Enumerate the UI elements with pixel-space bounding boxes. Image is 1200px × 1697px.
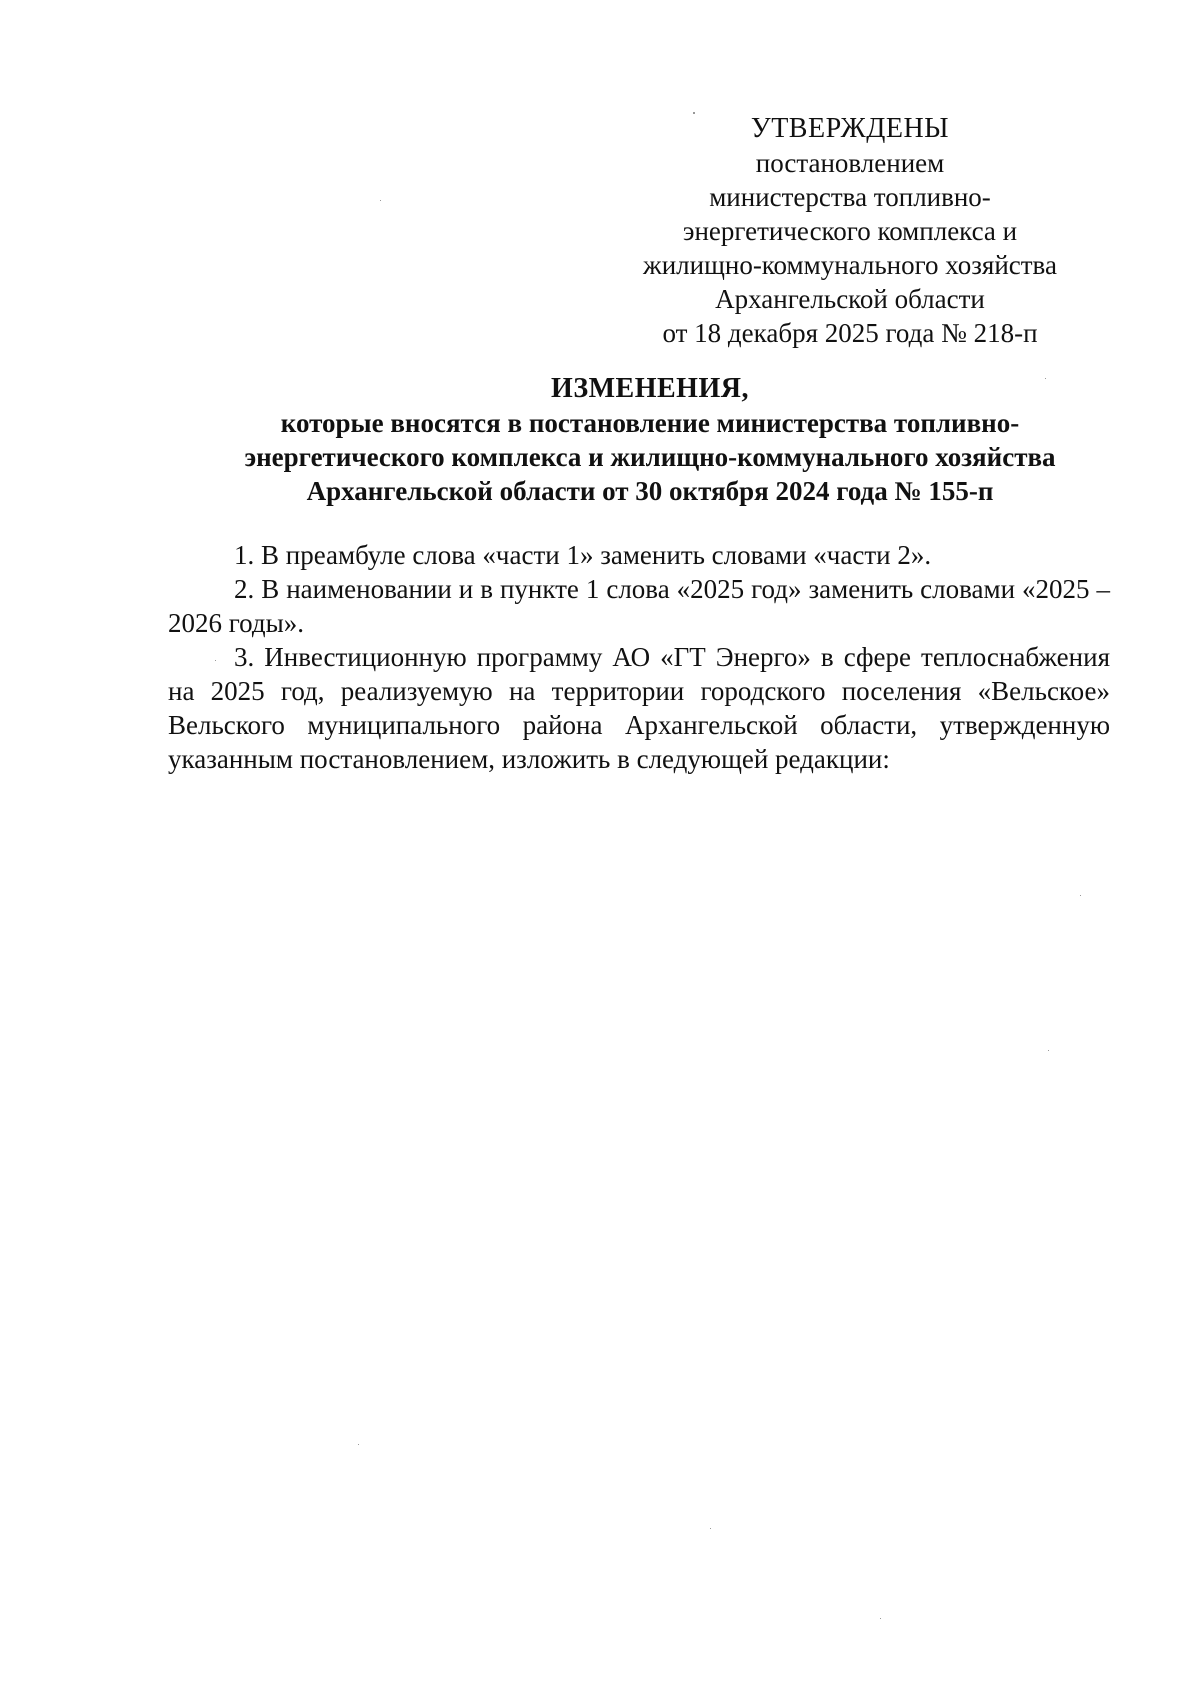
approval-title: УТВЕРЖДЕНЫ <box>750 113 950 144</box>
approval-line: Архангельской области <box>715 284 985 314</box>
scan-speck <box>1045 378 1046 379</box>
scan-speck <box>215 660 216 661</box>
scan-speck <box>1048 1050 1049 1051</box>
scan-speck <box>693 112 695 114</box>
scan-speck <box>710 1528 711 1529</box>
heading-title: ИЗМЕНЕНИЯ, <box>551 373 749 404</box>
body-text <box>168 538 1110 776</box>
heading-line: энергетического комплекса и жилищно-коммунального хозяйства <box>244 442 1056 472</box>
scan-speck <box>380 200 381 201</box>
heading-line: которые вносятся в постановление министерства топливно- <box>280 408 1020 438</box>
paragraph-3: 3. Инвестиционную программу АО «ГТ Энерго» в сфере теплоснабжения на 2025 год, реализуемую на территории городского поселения «Вельское» Вельского муниципального района Архангельской области, утвержденную указанным постановлением, изложить в следующей редакции: <box>168 642 1110 774</box>
scan-speck <box>1080 895 1081 896</box>
paragraph-2: 2. В наименовании и в пункте 1 слова «2025 год» заменить словами «2025 – 2026 годы». <box>168 574 1110 638</box>
approval-block <box>620 112 1080 350</box>
approval-line: постановлением <box>755 148 945 178</box>
scan-speck <box>880 1618 881 1619</box>
approval-line: жилищно-коммунального хозяйства <box>643 250 1057 280</box>
approval-line: энергетического комплекса и <box>682 216 1018 246</box>
scan-speck <box>358 1444 359 1445</box>
paragraph-1: 1. В преамбуле слова «части 1» заменить словами «части 2». <box>234 540 932 570</box>
approval-line: министерства топливно- <box>709 182 991 212</box>
approval-line: от 18 декабря 2025 года № 218-п <box>662 318 1038 348</box>
changes-heading <box>170 372 1130 508</box>
heading-line: Архангельской области от 30 октября 2024 года № 155-п <box>306 476 994 506</box>
